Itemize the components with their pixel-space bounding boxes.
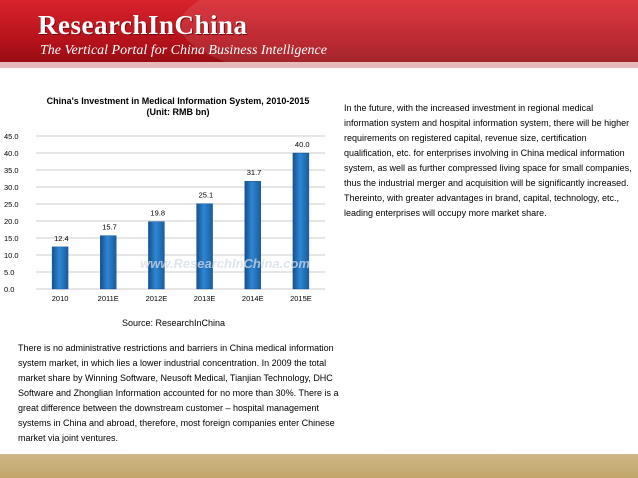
- y-tick-label: 15.0: [4, 234, 19, 243]
- value-label: 15.7: [102, 222, 117, 232]
- y-tick-label: 45.0: [4, 132, 19, 141]
- logo-text: ResearchInChina: [38, 10, 248, 40]
- y-tick-label: 35.0: [4, 166, 19, 175]
- header-band: [0, 62, 638, 68]
- chart-subtitle: (Unit: RMB bn): [146, 107, 210, 117]
- footer-bar: [0, 454, 638, 478]
- y-tick-label: 5.0: [4, 268, 15, 277]
- y-tick-label: 0.0: [4, 285, 15, 294]
- y-tick-labels: [4, 132, 19, 294]
- paragraph-future-outlook: In the future, with the increased investment in regional medical information system and hospital information system, there will be higher requirements on registered capital, revenue size, certification qualification, etc. for enterprises involving in China medical information system, as well as further compressed living space for small companies, thus the industrial merger and acquisition will be significantly increased. Thereinto, with greater advantages in brand, capital, technology, etc., leading enterprises will occupy more market share.: [344, 103, 632, 218]
- y-tick-label: 10.0: [4, 251, 19, 260]
- value-label: 25.1: [198, 190, 214, 200]
- logo: [38, 10, 248, 40]
- chart-source: Source: ResearchInChina: [122, 318, 226, 328]
- y-tick-label: 40.0: [4, 149, 19, 158]
- x-tick-label: 2012E: [145, 294, 168, 303]
- x-tick-label: 2010: [51, 294, 69, 303]
- bar-chart: [0, 128, 340, 308]
- bar: [100, 236, 116, 289]
- value-label: 12.4: [54, 233, 69, 243]
- chart-title-block: [18, 96, 338, 118]
- tagline: The Vertical Portal for China Business Intelligence: [40, 43, 327, 58]
- x-tick-label: 2015E: [290, 294, 312, 303]
- watermark: www.ResearchInChina.com: [139, 256, 311, 271]
- value-label: 40.0: [294, 140, 310, 149]
- value-label: 31.7: [246, 168, 262, 178]
- bar: [245, 181, 261, 289]
- value-labels: [54, 140, 309, 243]
- x-tick-labels: [52, 294, 312, 303]
- x-tick-label: 2011E: [97, 294, 119, 303]
- y-tick-label: 25.0: [4, 200, 19, 209]
- x-tick-label: 2013E: [193, 294, 216, 303]
- value-label: 19.8: [150, 208, 166, 218]
- paragraph-market-structure: There is no administrative restrictions and barriers in China medical information system market, in which lies a lower industrial concentration. In 2009 the total market share by Winning Software, Neusoft Medical, Tianjian Technology, DHC Software and Zhonglian Information accounted for no more than 30%. There is a great difference between the downstream customer – hospital management systems in China and abroad, therefore, most foreign companies enter Chinese market via joint ventures.: [18, 343, 339, 443]
- bar: [197, 204, 213, 289]
- x-tick-label: 2014E: [241, 294, 264, 303]
- bar: [52, 247, 68, 289]
- y-tick-label: 20.0: [4, 217, 19, 226]
- y-tick-label: 30.0: [4, 183, 19, 192]
- chart-title: China's Investment in Medical Information System, 2010-2015: [46, 96, 310, 106]
- header-banner: [0, 0, 638, 68]
